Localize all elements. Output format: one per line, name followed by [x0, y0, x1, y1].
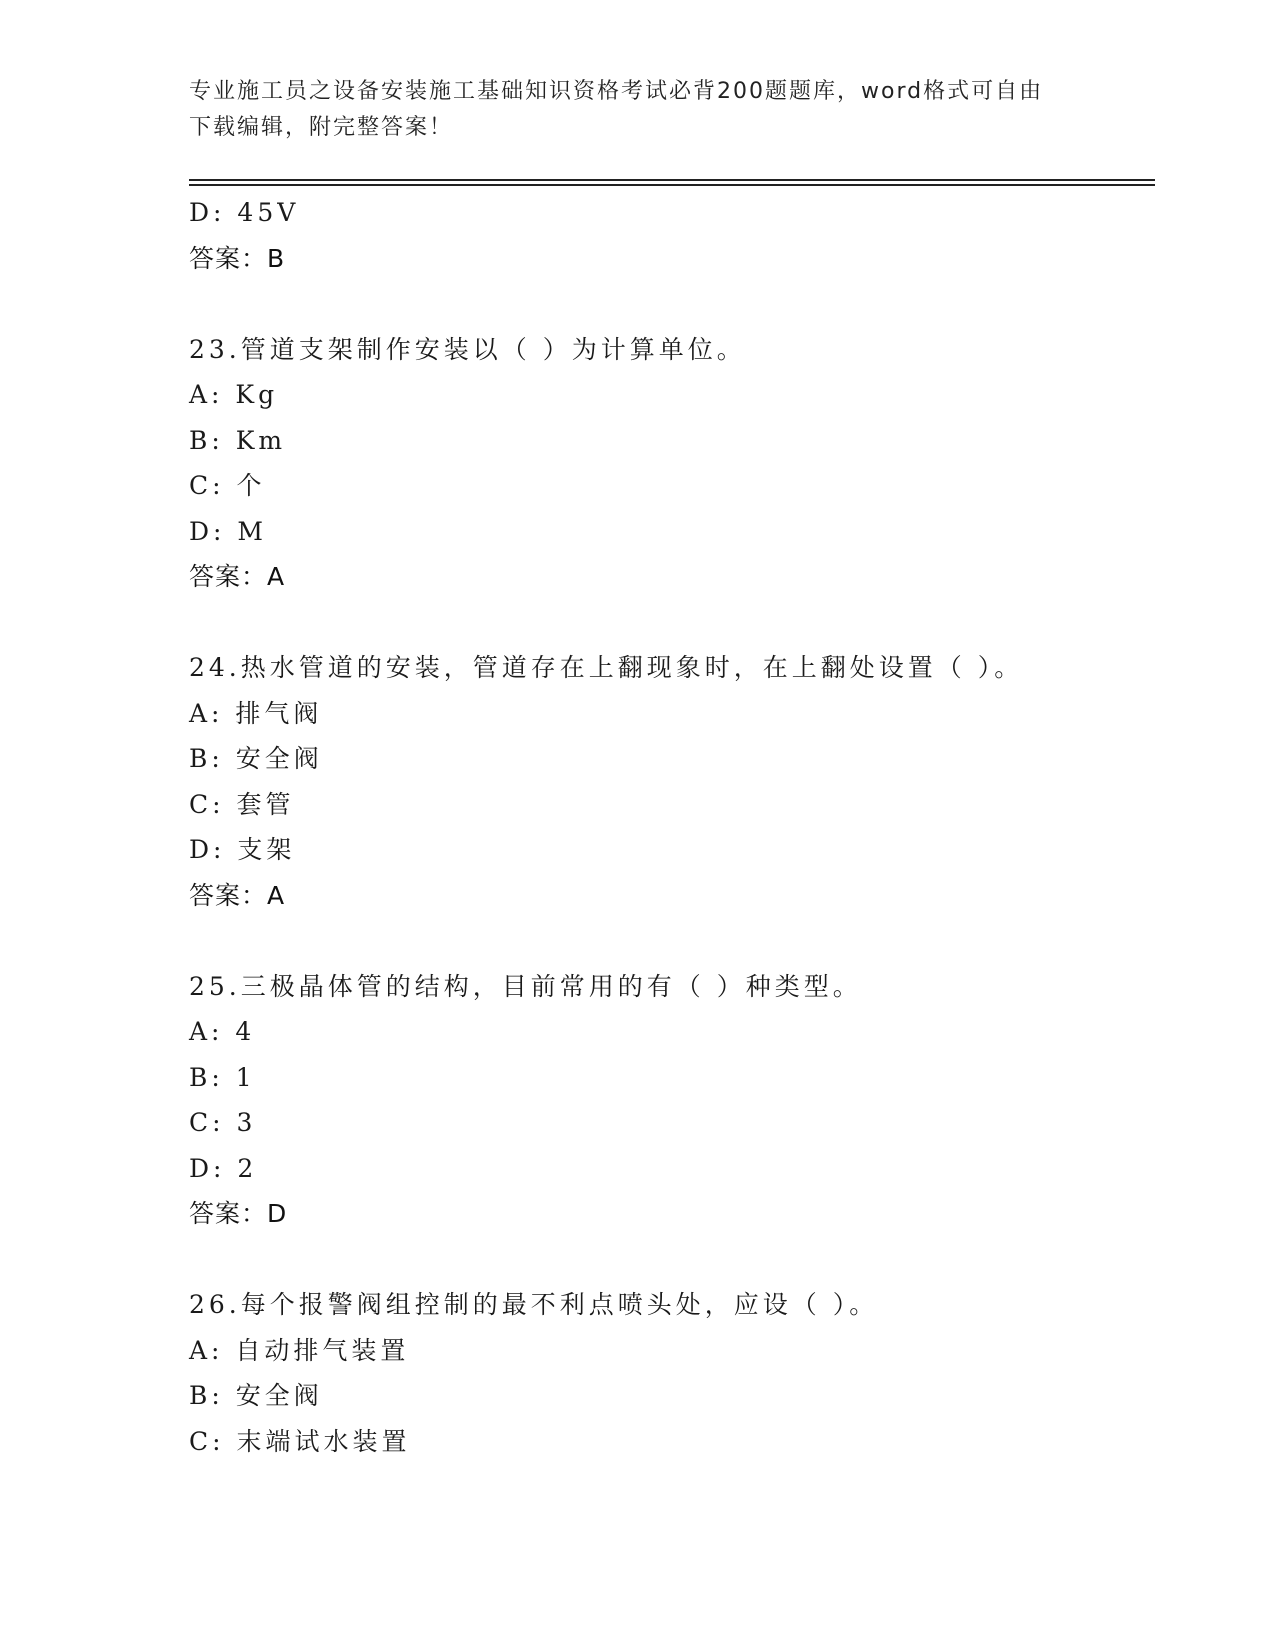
option-d: D: 2: [189, 1153, 258, 1183]
spacer: [189, 918, 1149, 964]
question-block-25: [189, 964, 1149, 1237]
question-stem: 25.三极晶体管的结构，目前常用的有（ ）种类型。: [189, 971, 862, 1001]
question-stem: 24.热水管道的安装，管道存在上翻现象时，在上翻处设置（ ）。: [189, 653, 1024, 682]
question-block-26: [189, 1282, 1149, 1464]
option-c: C: 个: [189, 471, 266, 500]
spacer: [189, 281, 1149, 327]
option-c: C: 套管: [189, 789, 295, 819]
option-a: A: Kg: [189, 380, 279, 409]
answer-prev: 答案：B: [189, 243, 286, 273]
header-divider-bottom: [189, 184, 1155, 186]
question-block-24: [189, 645, 1149, 918]
option-c: C: 末端试水装置: [189, 1426, 411, 1456]
header-line-2: 下载编辑，附完整答案！: [189, 115, 454, 140]
question-stem: 26.每个报警阀组控制的最不利点喷头处，应设（ ）。: [189, 1290, 879, 1319]
option-d-prev: D: 45V: [189, 198, 300, 227]
spacer: [189, 1237, 1149, 1283]
document-header: [189, 74, 1089, 146]
option-d: D: 支架: [189, 835, 296, 864]
header-line-1: 专业施工员之设备安装施工基础知识资格考试必背200题题库，word格式可自由: [189, 79, 1044, 104]
option-a: A: 自动排气装置: [189, 1335, 410, 1365]
option-b: B: 安全阀: [189, 1381, 323, 1410]
option-b: B: 安全阀: [189, 744, 323, 773]
spacer: [189, 600, 1149, 646]
question-block-23: [189, 327, 1149, 600]
question-stem: 23.管道支架制作安装以（ ）为计算单位。: [189, 334, 746, 364]
option-b: B: 1: [189, 1062, 256, 1092]
option-d: D: M: [189, 516, 268, 546]
header-divider-top: [189, 179, 1155, 181]
option-a: A: 排气阀: [189, 698, 323, 728]
answer: 答案：D: [189, 1199, 288, 1228]
option-b: B: Km: [189, 425, 287, 455]
option-a: A: 4: [189, 1017, 256, 1046]
question-list: [189, 190, 1149, 1464]
option-c: C: 3: [189, 1108, 257, 1137]
answer: 答案：A: [189, 880, 286, 910]
answer: 答案：A: [189, 562, 286, 591]
